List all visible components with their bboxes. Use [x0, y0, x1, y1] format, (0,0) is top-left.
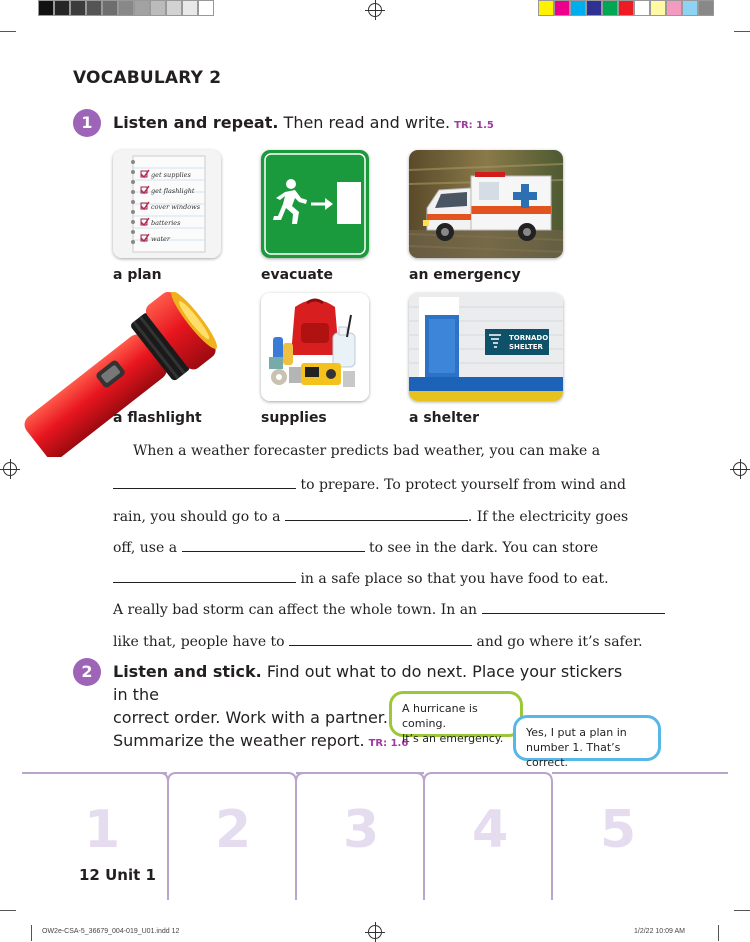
speech-bubble-blue: Yes, I put a plan in number 1. That’s correct. [513, 715, 661, 761]
registration-mark-top [368, 3, 382, 17]
registration-mark-left [3, 462, 17, 476]
trim-mark [734, 910, 750, 911]
registration-mark-bottom [368, 925, 382, 939]
plan-item-2: get flashlight [151, 187, 195, 195]
para-line-6: A really bad storm can affect the whole town. In an [113, 599, 665, 618]
activity-2-bold: Listen and stick. [113, 662, 262, 681]
evacuate-image [261, 150, 369, 258]
blank-evacuate[interactable] [289, 631, 472, 646]
section-title: VOCABULARY 2 [73, 68, 222, 88]
caption-emergency: an emergency [409, 267, 521, 283]
activity-1-instruction [113, 111, 494, 137]
sticker-slot-3[interactable]: 3 [343, 800, 380, 860]
activity-2-number: 2 [73, 658, 101, 686]
activity-1-rest: Then read and write. [278, 113, 451, 132]
plan-item-5: water [151, 235, 171, 243]
para-line-7: like that, people have to and go where it’s safer. [113, 631, 643, 650]
sticker-slot-5[interactable]: 5 [600, 800, 637, 860]
plan-item-3: cover windows [151, 203, 201, 211]
para-line-4: off, use a to see in the dark. You can store [113, 537, 598, 556]
caption-supplies: supplies [261, 410, 327, 426]
plan-image [113, 150, 221, 258]
exit-door-icon [337, 182, 361, 224]
activity-2-instruction: Listen and stick. Find out what to do next. Place your stickers in the correct order. Work with a partner. Summarize the weather report. TR: 1.6 [113, 662, 623, 750]
sign-line-2: SHELTER [509, 343, 543, 351]
caption-flashlight: a flashlight [113, 410, 202, 426]
trim-mark [31, 925, 32, 941]
sign-line-1: TORNADO [509, 334, 549, 342]
activity-1-number: 1 [73, 109, 101, 137]
para-line-5: in a safe place so that you have food to eat. [113, 568, 609, 587]
sticker-slot-2[interactable]: 2 [215, 800, 252, 860]
para-line-2: to prepare. To protect yourself from wind and [113, 474, 626, 493]
trim-mark [718, 925, 719, 941]
trim-mark [0, 910, 16, 911]
tornado-shelter-sign [485, 329, 549, 355]
caption-evacuate: evacuate [261, 267, 333, 283]
caption-plan: a plan [113, 267, 162, 283]
track-1-5[interactable]: TR: 1.5 [454, 120, 494, 131]
track-1-6[interactable]: TR: 1.6 [368, 738, 409, 749]
para-line-3: rain, you should go to a . If the electricity goes [113, 506, 628, 525]
activity-1-bold: Listen and repeat. [113, 113, 279, 132]
emergency-image [409, 150, 563, 258]
caption-shelter: a shelter [409, 410, 480, 426]
blank-shelter[interactable] [285, 506, 468, 521]
registration-mark-right [733, 462, 747, 476]
plan-item-4: batteries [151, 219, 181, 227]
blank-plan[interactable] [113, 474, 296, 489]
slug-date: 1/2/22 10:09 AM [634, 928, 685, 935]
shelter-image [409, 293, 563, 401]
blank-supplies[interactable] [113, 568, 296, 583]
sticker-slot-4[interactable]: 4 [472, 800, 509, 860]
supplies-image [261, 293, 369, 401]
speech-bubble-green: A hurricane is coming. It’s an emergency. [389, 691, 523, 737]
sticker-slot-1[interactable]: 1 [84, 800, 121, 860]
trim-mark [0, 31, 16, 32]
blank-flashlight[interactable] [182, 537, 365, 552]
slug-file: OW2e-CSA-5_36679_004-019_U01.indd 12 [42, 928, 180, 935]
plan-item-1: get supplies [151, 171, 191, 179]
flashlight-image [22, 292, 222, 457]
trim-mark [734, 31, 750, 32]
blank-emergency[interactable] [482, 599, 665, 614]
page-folio: 12 Unit 1 [79, 866, 156, 884]
para-line-1: When a weather forecaster predicts bad weather, you can make a [133, 443, 601, 459]
